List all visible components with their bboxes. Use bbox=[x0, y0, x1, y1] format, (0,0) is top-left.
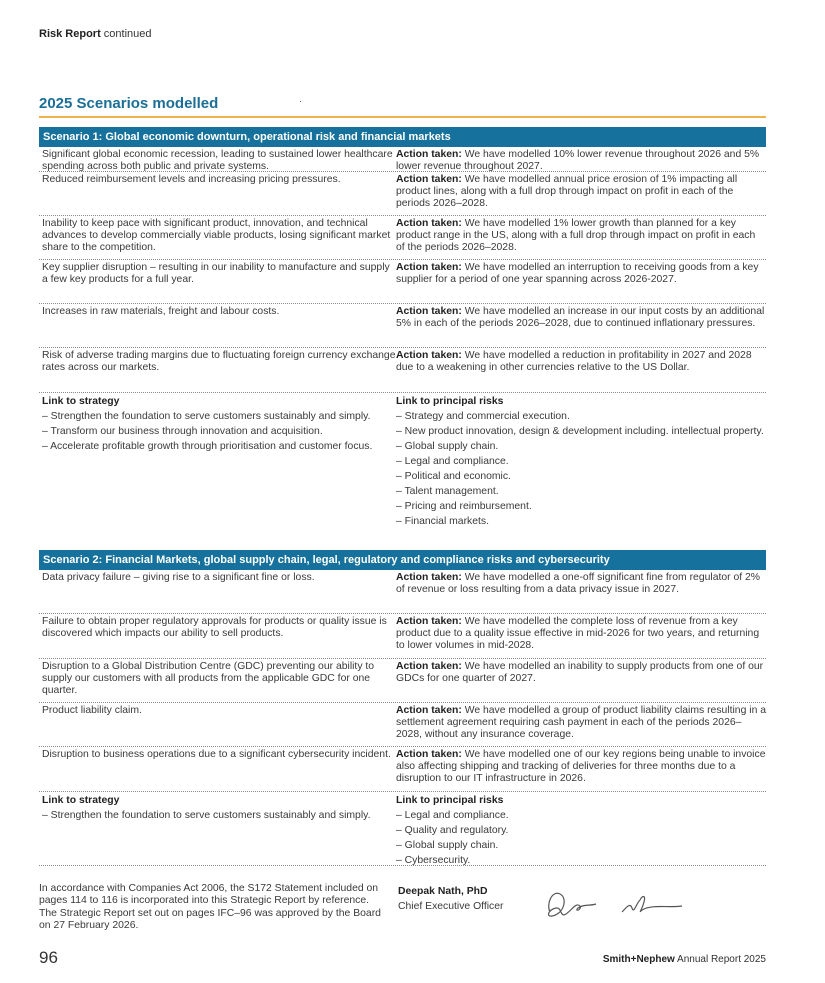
link-to-principal-risks-title: Link to principal risks bbox=[396, 396, 504, 407]
action-text: Action taken: We have modelled an interruption to receiving goods from a key supplier for a period of one year spanning across 2026-2027. bbox=[396, 262, 759, 285]
list-item: – Legal and compliance. bbox=[396, 454, 766, 469]
signatory-name: Deepak Nath, PhD bbox=[398, 886, 488, 897]
list-item: – New product innovation, design & development including. intellectual property. bbox=[396, 424, 766, 439]
stray-dot bbox=[300, 101, 301, 102]
list-item: – Legal and compliance. bbox=[396, 808, 766, 823]
list-item: – Strategy and commercial execution. bbox=[396, 409, 766, 424]
table-row bbox=[39, 172, 766, 216]
risk-text: Inability to keep pace with significant product, innovation, and technical advances to develop commercially viable products, losing significant market share to the competition. bbox=[42, 218, 391, 253]
table-row bbox=[39, 348, 766, 393]
action-text: Action taken: We have modelled a reduction in profitability in 2027 and 2028 due to a weakening in other currencies relative to the US Dollar. bbox=[396, 350, 752, 373]
risk-text: Product liability claim. bbox=[42, 705, 142, 716]
action-text: Action taken: We have modelled an increase in our input costs by an additional 5% in each of the periods 2026–2028, due to continued inflationary pressures. bbox=[396, 306, 765, 329]
list-item: – Pricing and reimbursement. bbox=[396, 499, 766, 514]
action-text: Action taken: We have modelled a one-off significant fine from regulator of 2% of revenue or loss resulting from a data privacy issue in 2027. bbox=[396, 572, 761, 595]
list-item: – Accelerate profitable growth through prioritisation and customer focus. bbox=[42, 439, 396, 454]
signatory-title: Chief Executive Officer bbox=[398, 901, 504, 912]
list-item: – Global supply chain. bbox=[396, 439, 766, 454]
action-text: Action taken: We have modelled annual price erosion of 1% impacting all product lines, along with a full drop through impact on profit in each of the periods 2026–2028. bbox=[396, 174, 738, 209]
running-head: Risk Report continued bbox=[39, 28, 152, 40]
section-title: 2025 Scenarios modelled bbox=[39, 95, 219, 112]
action-text: Action taken: We have modelled a group of product liability claims resulting in a settlement agreement requiring cash payment in each of the periods 2026–2028, without any insurance coverage. bbox=[396, 705, 767, 740]
link-to-principal-risks-title: Link to principal risks bbox=[396, 795, 504, 806]
table-row bbox=[39, 747, 766, 792]
action-text: Action taken: We have modelled 10% lower revenue throughout 2026 and 5% lower revenue throughout 2027. bbox=[396, 149, 760, 172]
list-item: – Global supply chain. bbox=[396, 838, 766, 853]
list-item: – Financial markets. bbox=[396, 514, 766, 529]
list-item: – Quality and regulatory. bbox=[396, 823, 766, 838]
link-to-strategy bbox=[39, 393, 396, 542]
link-to-strategy bbox=[39, 792, 396, 865]
link-to-principal-risks bbox=[396, 792, 766, 865]
risk-text: Reduced reimbursement levels and increasing pricing pressures. bbox=[42, 174, 341, 185]
list-item: – Strengthen the foundation to serve customers sustainably and simply. bbox=[42, 409, 396, 424]
action-text: Action taken: We have modelled an inability to supply products from one of our GDCs for one quarter of 2027. bbox=[396, 661, 764, 684]
signatory bbox=[398, 884, 504, 914]
table-row bbox=[39, 260, 766, 304]
table-row bbox=[39, 216, 766, 260]
action-text: Action taken: We have modelled one of our key regions being unable to invoice also affecting shipping and tracking of deliveries for three months due to a disruption to our IT infrastructure in 2026. bbox=[396, 749, 766, 784]
links-row bbox=[39, 393, 766, 542]
risk-text: Disruption to business operations due to a significant cybersecurity incident. bbox=[42, 749, 391, 760]
title-rule bbox=[39, 116, 766, 118]
approval-statement: In accordance with Companies Act 2006, the S172 Statement included on pages 114 to 116 is incorporated into this Strategic Report by reference. The Strategic Report set out on pages IFC–96 was approved by the Board on 27 February 2026. bbox=[39, 883, 381, 932]
list-item: – Transform our business through innovation and acquisition. bbox=[42, 424, 396, 439]
link-to-strategy-title: Link to strategy bbox=[42, 795, 120, 806]
risk-text: Risk of adverse trading margins due to fluctuating foreign currency exchange rates across our markets. bbox=[42, 350, 396, 373]
link-to-strategy-title: Link to strategy bbox=[42, 396, 120, 407]
risk-text: Significant global economic recession, leading to sustained lower healthcare spending across both public and private systems. bbox=[42, 149, 393, 172]
list-item: – Political and economic. bbox=[396, 469, 766, 484]
table-row bbox=[39, 614, 766, 659]
scenario-1-header: Scenario 1: Global economic downturn, operational risk and financial markets bbox=[39, 127, 766, 147]
links-row bbox=[39, 792, 766, 865]
signature-image bbox=[542, 884, 692, 924]
risk-text: Disruption to a Global Distribution Centre (GDC) preventing our ability to supply our customers with all products from the applicable GDC for one quarter. bbox=[42, 661, 375, 696]
report-name: Smith+Nephew Annual Report 2025 bbox=[602, 954, 766, 965]
table-row bbox=[39, 570, 766, 614]
risk-text: Key supplier disruption – resulting in our inability to manufacture and supply a few key products for a full year. bbox=[42, 262, 390, 285]
page-number: 96 bbox=[39, 948, 58, 967]
list-item: – Strengthen the foundation to serve customers sustainably and simply. bbox=[42, 808, 396, 823]
table-row bbox=[39, 659, 766, 703]
table-row bbox=[39, 703, 766, 747]
table-row bbox=[39, 147, 766, 172]
risk-text: Data privacy failure – giving rise to a significant fine or loss. bbox=[42, 572, 315, 583]
scenario-2-header: Scenario 2: Financial Markets, global supply chain, legal, regulatory and compliance risks and cybersecurity bbox=[39, 550, 766, 570]
scenario-1-table bbox=[39, 127, 766, 542]
list-item: – Talent management. bbox=[396, 484, 766, 499]
link-to-principal-risks bbox=[396, 393, 766, 542]
table-row bbox=[39, 304, 766, 348]
action-text: Action taken: We have modelled the complete loss of revenue from a key product due to a quality issue effective in mid-2026 for two years, and returning to lower volumes in mid-2028. bbox=[396, 616, 760, 651]
risk-text: Increases in raw materials, freight and labour costs. bbox=[42, 306, 280, 317]
scenario-2-table bbox=[39, 550, 766, 866]
action-text: Action taken: We have modelled 1% lower growth than planned for a key product range in the US, along with a full drop through impact on profit in each of the periods 2026–2028. bbox=[396, 218, 756, 253]
list-item: – Cybersecurity. bbox=[396, 853, 766, 868]
risk-text: Failure to obtain proper regulatory approvals for products or quality issue is discovered which impacts our ability to sell products. bbox=[42, 616, 387, 639]
